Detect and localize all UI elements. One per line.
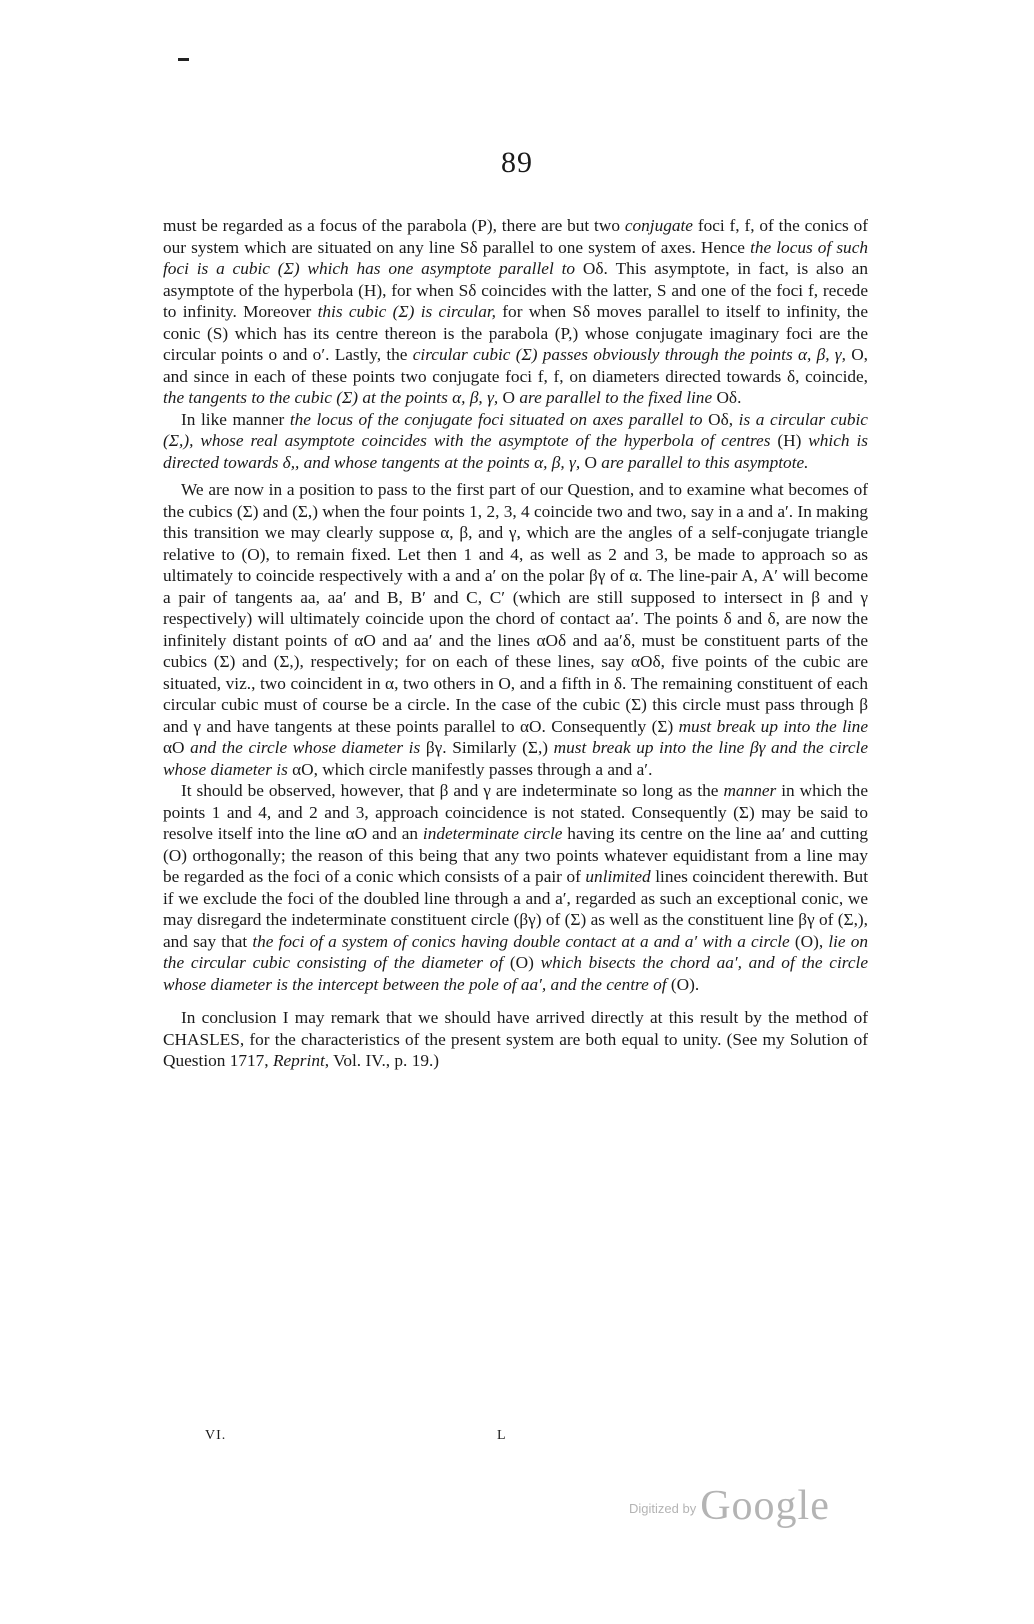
italic-text-span: the tangents to the cubic (Σ) at the points α, β, γ, (163, 388, 499, 407)
text-span: O, and since in each of these points two conjugate foci f, f, on diameters directed towards δ, coincide, (163, 345, 869, 386)
text-span: , Vol. IV., p. 19.) (324, 1051, 440, 1070)
italic-text-span: is a circular cubic (Σ,), whose real asymptote coincides with the asymptote of the hyperbola of centres (163, 409, 868, 450)
text-span: (O). (666, 974, 700, 994)
italic-text-span: conjugate (624, 216, 693, 235)
text-span: Oδ, (702, 409, 739, 429)
text-span: for when Sδ moves parallel to itself to infinity, the conic (S) which has its centre thereon is the parabola (P,) whose conjugate imaginary foci are the circular points o and o′. Lastly, the (163, 302, 868, 364)
paragraph-4 (163, 780, 868, 995)
text-span: In conclusion I may remark that we should have arrived directly at this result by the method of CHASLES, for the characteristics of the present system are both equal to unity. (See my Solution of Question 1717, (163, 1008, 868, 1070)
italic-text-span: are parallel to this asymptote. (601, 452, 809, 472)
text-span: In like manner (181, 409, 290, 429)
text-span: lines coincident therewith. But if we exclude the foci of the doubled line through a and a′, regarded as such an exceptional conic, we may disregard the indeterminate constituent circle (βγ) of (Σ) as well as the constituent line βγ of (Σ,), and say that (163, 867, 868, 951)
text-span: Oδ. (712, 388, 742, 407)
signature-mark-center: L (497, 1428, 507, 1443)
text-span: αO, which circle manifestly passes through a and a′. (287, 759, 653, 779)
google-logo: Google (700, 1483, 830, 1529)
paragraph-5 (163, 1007, 868, 1072)
signature-mark-left: VI. (205, 1428, 227, 1443)
text-span: in which the points 1 and 4, and 2 and 3, approach coincidence is not stated. Consequently (Σ) may be said to resolve itself into the line αO and an (163, 781, 868, 843)
italic-text-span: indeterminate circle (422, 824, 563, 843)
italic-text-span: the locus of such foci is a cubic (Σ) which has one asymptote parallel to (163, 237, 869, 278)
paragraph-2 (163, 409, 868, 474)
text-span: having its centre on the line aa′ and cutting (O) orthogonally; the reason of this being that any two points whatever equidistant from a line may be regarded as the foci of a conic which consists of a pair of (163, 824, 868, 886)
italic-text-span: circular cubic (Σ) passes obviously through the points α, β, γ, (412, 345, 846, 364)
text-span: foci f, f, of the conics of our system which are situated on any line Sδ parallel to one system of axes. Hence (163, 216, 868, 257)
italic-text-span: must break up into the line βγ and the circle whose diameter is (163, 738, 868, 779)
text-span: must be regarded as a focus of the parabola (P), there are but two (163, 216, 625, 235)
text-span: (O) (503, 953, 541, 972)
text-span: αO (163, 738, 191, 757)
page-number: 89 (501, 146, 533, 179)
paragraph-3 (163, 479, 868, 780)
text-span: O (580, 452, 602, 472)
body-text (163, 215, 868, 1072)
text-span: We are now in a position to pass to the first part of our Question, and to examine what becomes of the cubics (Σ) and (Σ,) when the four points 1, 2, 3, 4 coincide two and two, say in a and a′. In making this transition we may clearly suppose α, β, and γ, which are the angles of a self-conjugate triangle relative to (O), to remain fixed. Let then 1 and 4, as well as 2 and 3, be made to approach so as ultimately to coincide respectively with a and a′ on the polar βγ of α. The line-pair A, A′ will become a pair of tangents aa, aa′ and B, B′ and C, C′ (which are still supposed to intersect in β and γ respectively) will ultimately coincide upon the chord of contact aa′. The points δ and δ, are now the infinitely distant points of αO and aa′ and the lines αOδ and aa′δ, must be constituent parts of the cubics (Σ) and (Σ,), respectively; for on each of these lines, say αOδ, five points of the cubic are situated, viz., two coincident in α, two others in O, and a fifth in δ. The remaining constituent of each circular cubic must of course be a circle. In the case of the cubic (Σ) this circle must pass through β and γ and have tangents at these points parallel to αO. Consequently (Σ) (163, 480, 868, 736)
text-span: (O), (789, 931, 829, 951)
italic-text-span: manner (723, 781, 777, 800)
italic-text-span: Reprint (272, 1051, 325, 1070)
text-span: O (498, 388, 520, 407)
italic-text-span: this cubic (Σ) is circular, (317, 302, 496, 321)
italic-text-span: are parallel to the fixed line (519, 388, 713, 407)
text-span: Oδ. This asymptote, in fact, is also an asymptote of the hyperbola (H), for when Sδ coincides with the latter, S and one of the foci f, recede to infinity. Moreover (163, 259, 868, 321)
italic-text-span: which is directed towards δ,, and whose tangents at the points α, β, γ, (163, 431, 868, 472)
watermark-prefix: Digitized by (629, 1501, 697, 1516)
italic-text-span: must break up into the line (678, 716, 868, 736)
text-span: (H) (770, 431, 809, 450)
italic-text-span: and the circle whose diameter is (190, 738, 421, 757)
italic-text-span: which bisects the chord aa′, and of the circle whose diameter is the intercept between the pole of aa′, and the centre of (163, 953, 869, 994)
text-span: It should be observed, however, that β and γ are indeterminate so long as the (181, 781, 724, 800)
italic-text-span: the foci of a system of conics having double contact at a and a′ with a circle (252, 931, 790, 951)
text-span: βγ. Similarly (Σ,) (420, 738, 554, 757)
italic-text-span: lie on the circular cubic consisting of the diameter of (163, 931, 869, 972)
ink-mark (178, 58, 189, 61)
paragraph-1 (163, 215, 868, 409)
digitized-watermark (629, 1482, 830, 1530)
italic-text-span: the locus of the conjugate foci situated on axes parallel to (289, 409, 703, 429)
italic-text-span: unlimited (585, 867, 651, 886)
